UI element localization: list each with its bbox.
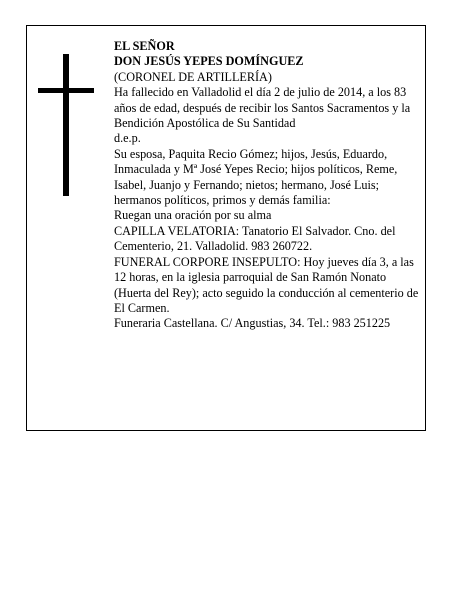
dep-abbreviation: d.e.p. [114, 131, 141, 146]
funeral-info: FUNERAL CORPORE INSEPULTO: Hoy jueves día 3, a las 12 horas, en la iglesia parroquial de San Ramón Nonato (Huerta del Rey); acto seguido la conducción al cementerio de El Carmen. [114, 254, 419, 315]
cross-icon [38, 54, 94, 196]
notice-text [114, 39, 420, 332]
chapel-info: CAPILLA VELATORIA: Tanatorio El Salvador. Cno. del Cementerio, 21. Valladolid. 983 260722. [114, 223, 396, 254]
obituary-notice [26, 25, 426, 431]
family-list: Su esposa, Paquita Recio Gómez; hijos, Jesús, Eduardo, Inmaculada y Mª José Yepes Recio; hijos políticos, Reme, Isabel, Juanjo y Fernando; nietos; hermano, José Luis; hermanos políticos, primos y demás familia: [114, 146, 398, 208]
cross-vertical-bar [63, 54, 69, 196]
deceased-name: DON JESÚS YEPES DOMÍNGUEZ [114, 54, 304, 69]
death-announcement: Ha fallecido en Valladolid el día 2 de julio de 2014, a los 83 años de edad, después de recibir los Santos Sacramentos y la Bendición Apostólica de Su Santidad [114, 85, 411, 131]
notice-title: EL SEÑOR [114, 39, 175, 53]
prayer-request: Ruegan una oración por su alma [114, 208, 272, 223]
deceased-rank: (CORONEL DE ARTILLERÍA) [114, 69, 272, 84]
cross-horizontal-bar [38, 88, 94, 93]
funeral-home-info: Funeraria Castellana. C/ Angustias, 34. Tel.: 983 251225 [114, 316, 391, 331]
